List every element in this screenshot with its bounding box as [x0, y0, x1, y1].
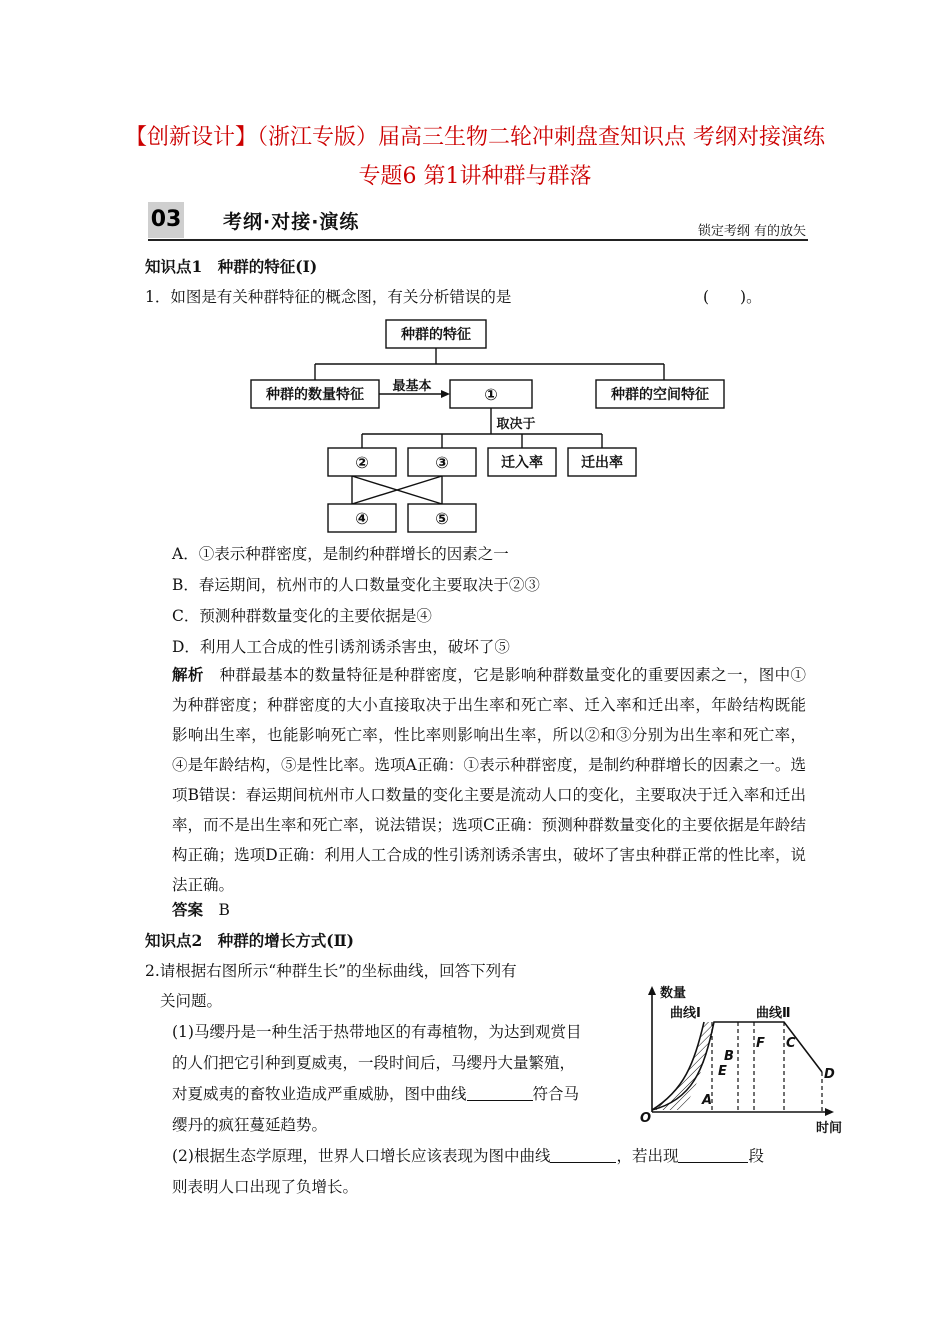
option-a: A．①表示种群密度，是制约种群增长的因素之一 — [172, 545, 509, 563]
point-a: A — [702, 1093, 713, 1108]
q1-line2: 的人们把它引种到夏威夷，一段时间后，马缨丹大量繁殖， — [172, 1054, 576, 1072]
point-d: D — [824, 1067, 835, 1082]
label-node3: ③ — [435, 453, 449, 472]
x-axis-arrow — [825, 1108, 834, 1116]
question2-line1: 2.请根据右图所示“种群生长”的坐标曲线，回答下列有 — [145, 962, 517, 980]
graph-curve1-label: 曲线Ⅰ — [670, 1006, 701, 1021]
graph-x-label: 时间 — [816, 1121, 843, 1136]
question1-text: 1．如图是有关种群特征的概念图，有关分析错误的是 — [145, 288, 512, 306]
label-emigration: 迁出率 — [581, 455, 623, 471]
answer-label: 答案 — [172, 900, 204, 919]
label-node5: ⑤ — [435, 509, 449, 528]
label-node4: ④ — [355, 509, 369, 528]
analysis-paragraph — [172, 660, 806, 900]
option-c: C．预测种群数量变化的主要依据是④ — [172, 607, 432, 625]
concept-diagram — [240, 312, 740, 537]
label-node1: ① — [484, 385, 498, 404]
y-axis-arrow — [648, 986, 656, 995]
label-node2: ② — [355, 453, 369, 472]
graph-origin: O — [640, 1111, 652, 1126]
banner-divider — [148, 239, 808, 241]
analysis-label: 解析 — [172, 665, 204, 684]
point-e: E — [718, 1064, 727, 1079]
q2-after: 段 — [748, 1147, 764, 1165]
label-spatial: 种群的空间特征 — [611, 387, 709, 403]
analysis-text: 种群最基本的数量特征是种群密度，它是影响种群数量变化的重要因素之一，图中①为种群密度；种群密度的大小直接取决于出生率和死亡率、迁入率和迁出率，年龄结构既能影响出生率，也能影响死亡率，性比率则影响出生率，所以②和③分别为出生率和死亡率，④是年龄结构，⑤是性比率。选项A正确：①表示种群密度，是制约种群增长的因素之一。选项B错误：春运期间杭州市人口数量的变化主要是流动人口的变化，主要取决于迁入率和迁出率，而不是出生率和死亡率，说法错误；选项C正确：预测种群数量变化的主要依据是年龄结构正确；选项D正确：利用人工合成的性引诱剂诱杀害虫，破坏了害虫种群正常的性比率，说法正确。 — [172, 666, 806, 894]
point-f: F — [756, 1036, 765, 1051]
q2-before: (2)根据生态学原理，世界人口增长应该表现为图中曲线 — [172, 1147, 551, 1165]
label-basic: 最基本 — [392, 379, 432, 394]
q1-line4: 缨丹的疯狂蔓延趋势。 — [172, 1116, 328, 1134]
section1-heading: 知识点1 种群的特征(Ⅰ) — [145, 257, 318, 276]
point-c: C — [786, 1036, 796, 1051]
q2-line2: 则表明人口出现了负增长。 — [172, 1178, 359, 1196]
label-quantity: 种群的数量特征 — [266, 387, 364, 403]
growth-graph — [632, 978, 854, 1138]
section2-heading: 知识点2 种群的增长方式(Ⅱ) — [145, 931, 355, 950]
q1-line3-after: 符合马 — [532, 1085, 580, 1103]
option-d: D．利用人工合成的性引诱剂诱杀害虫，破坏了⑤ — [172, 638, 510, 656]
question2-line2: 关问题。 — [160, 992, 223, 1010]
graph-curve2-label: 曲线Ⅱ — [756, 1006, 791, 1021]
document-title: 【创新设计】（浙江专版）届高三生物二轮冲刺盘查知识点 考纲对接演练 专题6 第1讲种群与群落 — [125, 125, 825, 189]
q1-line1: (1)马缨丹是一种生活于热带地区的有毒植物，为达到观赏目 — [172, 1023, 582, 1041]
answer-blank-3[interactable] — [678, 1147, 748, 1164]
q2-middle: ，若出现 — [616, 1147, 679, 1165]
graph-y-label: 数量 — [660, 986, 687, 1001]
label-immigration: 迁入率 — [501, 455, 543, 471]
arrow-head-basic — [441, 390, 450, 398]
q1-line3 — [172, 1082, 579, 1104]
answer-line — [172, 898, 230, 920]
q2-line1 — [172, 1144, 764, 1166]
answer-blank-1[interactable] — [467, 1085, 533, 1102]
q1-line3-before: 对夏威夷的畜牧业造成严重威胁，图中曲线 — [172, 1085, 467, 1103]
point-b: B — [724, 1049, 734, 1064]
question1-bracket: ( )。 — [703, 288, 762, 306]
banner-heading: 考纲·对接·演练 — [223, 211, 360, 233]
label-depends: 取决于 — [496, 417, 536, 432]
banner-subheading: 锁定考纲 有的放矢 — [697, 224, 806, 239]
answer-blank-2[interactable] — [550, 1147, 616, 1164]
option-b: B．春运期间，杭州市的人口数量变化主要取决于②③ — [172, 576, 540, 594]
banner-number: 03 — [148, 202, 184, 238]
label-root: 种群的特征 — [401, 327, 471, 343]
answer-value: B — [218, 901, 230, 919]
section-banner — [148, 202, 808, 242]
